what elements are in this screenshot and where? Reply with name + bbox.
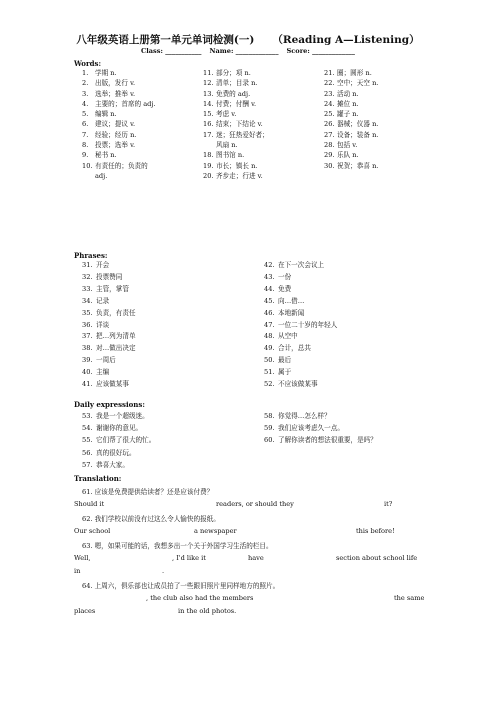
word-text: 清单；目录 n. [216,79,258,88]
answer-63-part-1: Well, [74,554,91,562]
word-text: 出版，发行 v. [95,79,136,88]
answer-63-part-3: have [248,554,264,562]
phrase-item [82,343,136,355]
word-item [82,99,192,109]
phrase-item [82,272,136,284]
phrase-number: 45. [264,296,275,305]
expression-number: 55. [82,436,93,445]
word-number: 19. [203,161,214,170]
answer-62-part-1: Our school [74,527,111,535]
phrases-right-list [264,260,337,391]
phrase-text: 一份 [278,272,292,281]
word-item [82,119,192,129]
word-text: 投票；选举 v. [95,141,136,150]
phrase-text: 属于 [278,368,292,377]
word-text: 祝贺；恭喜 n. [337,161,379,170]
expression-text: 了解你读者的想法很重要，是吗？ [278,436,377,445]
word-text: 活动 n. [337,89,359,98]
phrase-text: 免费 [278,284,292,293]
expression-number: 60. [264,436,275,445]
word-item [324,150,434,160]
word-text: 秘书 n. [95,151,117,160]
word-number: 11. [203,69,214,77]
phrase-text: 合计，总共 [278,344,311,353]
word-number: 10. [82,161,93,170]
word-text: 结束；下结论 v. [216,120,263,129]
word-item [203,78,313,88]
daily-left-list [82,410,155,471]
title-sub: （Reading A—Listening） [272,34,420,46]
phrase-item [264,284,337,296]
word-text: 学期 n. [95,69,117,77]
word-text: 迷；狂热爱好者；风扇 n. [216,130,269,150]
expression-text: 谢谢你的意见。 [96,424,143,433]
expression-number: 59. [264,424,275,433]
word-text: 建议；提议 v. [95,120,136,129]
word-text: 免费的 adj. [216,89,251,98]
phrase-number: 47. [264,320,275,329]
word-number: 13. [203,89,214,98]
word-text: 器械；仪器 n. [337,120,379,129]
phrase-text: 不应该做某事 [278,380,318,389]
word-item [203,150,313,160]
phrase-number: 48. [264,332,275,341]
question-63: 63. 嗯，如果可能的话，我想多出一个关于外国学习生活的栏目。 [82,542,273,550]
answer-63-part-4: section about school life [336,554,418,562]
phrase-number: 51. [264,368,275,377]
word-item [82,78,192,88]
class-field[interactable]: Class: ___________ [141,47,202,55]
answer-line-64a[interactable] [74,594,424,604]
expression-number: 57. [82,460,93,469]
word-item [324,109,434,119]
answer-61-part-1: Should it [74,500,105,508]
word-text: 市长；镇长 n. [216,161,258,170]
expression-number: 53. [82,412,93,420]
word-number: 26. [324,120,335,129]
title-main: 八年级英语上册第一单元单词检测(一) [76,34,255,46]
phrase-item [82,308,136,320]
phrase-number: 38. [82,344,93,353]
word-item [82,140,192,150]
words-column-3 [324,68,434,171]
score-field[interactable]: Score: _____________ [286,47,355,55]
words-heading: Words: [74,59,102,68]
phrase-number: 49. [264,344,275,353]
word-item [203,130,313,151]
expression-item [264,422,377,434]
word-number: 22. [324,79,335,88]
word-item [324,99,434,109]
word-text: 空中；天空 n. [337,79,379,88]
phrase-text: 主编 [96,368,110,377]
phrase-item [82,260,136,272]
word-text: 经验；经历 n. [95,130,137,139]
word-text: 编辑 n. [95,110,117,119]
phrase-number: 50. [264,356,275,365]
phrase-text: 主管，掌管 [96,284,129,293]
phrase-item [264,379,337,391]
word-number: 21. [324,69,335,77]
phrase-number: 32. [82,272,93,281]
word-item [324,78,434,88]
daily-right-list [264,410,377,447]
word-number: 20. [203,171,214,180]
word-number: 29. [324,151,335,160]
word-item [324,68,434,78]
word-item [82,161,192,182]
question-62: 62. 我们学校以前没有过这么令人愉快的报纸。 [82,515,220,523]
phrase-text: 从空中 [278,332,298,341]
phrase-text: 在下一次会议上 [278,261,325,269]
word-number: 1. [82,69,89,77]
phrase-text: 详谈 [96,320,110,329]
phrase-text: 把…列为清单 [96,332,136,341]
word-number: 6. [82,120,89,129]
answer-line-61[interactable] [74,500,414,510]
word-number: 18. [203,151,214,160]
words-column-1 [82,68,192,181]
question-61: 61. 应该是免费提供给读者？还是应该付费？ [82,488,214,496]
phrase-number: 46. [264,308,275,317]
answer-64-part-3: places [74,607,96,615]
expression-item [82,434,155,446]
name-field[interactable]: Name: _____________ [209,47,279,55]
phrase-number: 34. [82,296,93,305]
word-number: 14. [203,99,214,108]
word-text: 有责任的；负责的 adj. [95,161,148,180]
word-number: 8. [82,141,89,150]
word-text: 选举；推举 v. [95,89,136,98]
word-number: 15. [203,110,214,119]
word-item [324,89,434,99]
expression-text: 我是一个超级迷。 [96,412,149,420]
word-number: 17. [203,130,214,139]
word-number: 28. [324,141,335,150]
phrase-text: 开会 [96,261,110,269]
answer-line-63b[interactable] [74,567,424,577]
phrase-text: 一周后 [96,356,116,365]
word-text: 图书馆 n. [216,151,245,160]
word-number: 2. [82,79,89,88]
word-item [203,109,313,119]
expression-text: 恭喜大家。 [96,460,129,469]
word-text: 付费；付酬 v. [216,99,257,108]
phrase-item [264,296,337,308]
student-info-line [0,47,496,55]
phrase-item [82,320,136,332]
word-number: 16. [203,120,214,129]
phrase-number: 40. [82,368,93,377]
word-text: 齐步走；行进 v. [216,171,263,180]
word-item [324,130,434,140]
expression-text: 我们应该考虑久一点。 [278,424,344,433]
phrase-number: 41. [82,380,93,389]
expression-item [82,410,155,422]
worksheet-title [0,32,496,47]
answer-line-63a[interactable] [74,554,424,564]
phrase-item [264,320,337,332]
phrase-text: 本地新闻 [278,308,305,317]
answer-64-part-2: the same [394,594,425,602]
word-item [82,130,192,140]
word-item [203,119,313,129]
phrase-item [264,343,337,355]
word-item [82,109,192,119]
expression-number: 54. [82,424,93,433]
phrase-text: 负责，有责任 [96,308,136,317]
word-item [203,161,313,171]
word-number: 23. [324,89,335,98]
expression-text: 它们帮了很大的忙。 [96,436,156,445]
expression-text: 真的很好玩。 [96,448,136,457]
word-number: 9. [82,151,89,160]
translation-heading: Translation: [74,474,122,483]
word-item [324,119,434,129]
word-item [203,68,313,78]
answer-63-part-5: in [74,567,81,575]
phrase-item [264,308,337,320]
phrase-number: 44. [264,284,275,293]
phrase-item [82,331,136,343]
expression-item [82,447,155,459]
word-item [82,150,192,160]
expression-item [264,434,377,446]
word-number: 7. [82,130,89,139]
word-number: 4. [82,99,89,108]
phrase-item [82,296,136,308]
phrase-text: 对…做出决定 [96,344,136,353]
word-text: 部分；项 n. [216,69,251,77]
phrase-number: 33. [82,284,93,293]
phrase-item [264,260,337,272]
phrase-number: 37. [82,332,93,341]
word-number: 25. [324,110,335,119]
expression-item [82,459,155,471]
phrase-text: 一位二十岁的年轻人 [278,320,338,329]
answer-61-part-2: readers, or should they [216,500,294,508]
word-number: 12. [203,79,214,88]
phrase-item [264,272,337,284]
expression-number: 56. [82,448,93,457]
phrase-item [264,355,337,367]
phrase-item [82,367,136,379]
phrase-item [264,331,337,343]
phrases-heading: Phrases: [74,251,108,260]
phrase-number: 43. [264,272,275,281]
word-item [203,99,313,109]
word-item [203,89,313,99]
phrase-text: 投票赞同 [96,272,123,281]
phrase-number: 31. [82,261,93,269]
daily-expressions-heading: Daily expressions: [74,400,145,409]
answer-64-part-4: in the old photos. [178,607,237,615]
answer-61-part-3: it? [384,500,393,508]
answer-line-64b[interactable] [74,607,424,617]
expression-item [82,422,155,434]
answer-62-part-3: this before! [356,527,395,535]
phrases-left-list [82,260,136,391]
phrase-number: 36. [82,320,93,329]
word-text: 考虑 v. [216,110,237,119]
word-text: 包括 v. [337,141,358,150]
answer-64-part-1: , the club also had the members [146,594,254,602]
phrase-text: 记录 [96,296,110,305]
word-text: 摊位 n. [337,99,359,108]
expression-text: 你觉得…怎么样？ [278,412,331,420]
word-text: 圈；圆形 n. [337,69,372,77]
phrase-number: 52. [264,380,275,389]
question-64: 64. 上周六，俱乐部也让成员拍了一些跟旧照片里同样地方的照片。 [82,582,280,590]
answer-62-part-2: a newspaper [194,527,237,535]
word-number: 30. [324,161,335,170]
phrase-text: 向…借… [278,296,305,305]
word-text: 乐队 n. [337,151,359,160]
word-item [82,68,192,78]
word-number: 24. [324,99,335,108]
word-item [324,140,434,150]
phrase-number: 42. [264,261,275,269]
phrase-text: 应该做某事 [96,380,129,389]
phrase-item [82,284,136,296]
answer-63-part-2: , I'd like it [172,554,206,562]
word-number: 27. [324,130,335,139]
phrase-item [82,379,136,391]
words-column-2 [203,68,313,181]
answer-line-62[interactable] [74,527,414,537]
phrase-item [82,355,136,367]
phrase-text: 最后 [278,356,292,365]
phrase-item [264,367,337,379]
word-item [82,89,192,99]
word-item [324,161,434,171]
expression-item [264,410,377,422]
word-number: 3. [82,89,89,98]
answer-63-part-6: . [162,567,165,575]
word-item [203,171,313,181]
phrase-number: 39. [82,356,93,365]
word-text: 主要的；首席的 adj. [95,99,156,108]
phrase-number: 35. [82,308,93,317]
expression-number: 58. [264,412,275,420]
word-text: 罐子 n. [337,110,359,119]
word-text: 设备；装备 n. [337,130,379,139]
word-number: 5. [82,110,89,119]
